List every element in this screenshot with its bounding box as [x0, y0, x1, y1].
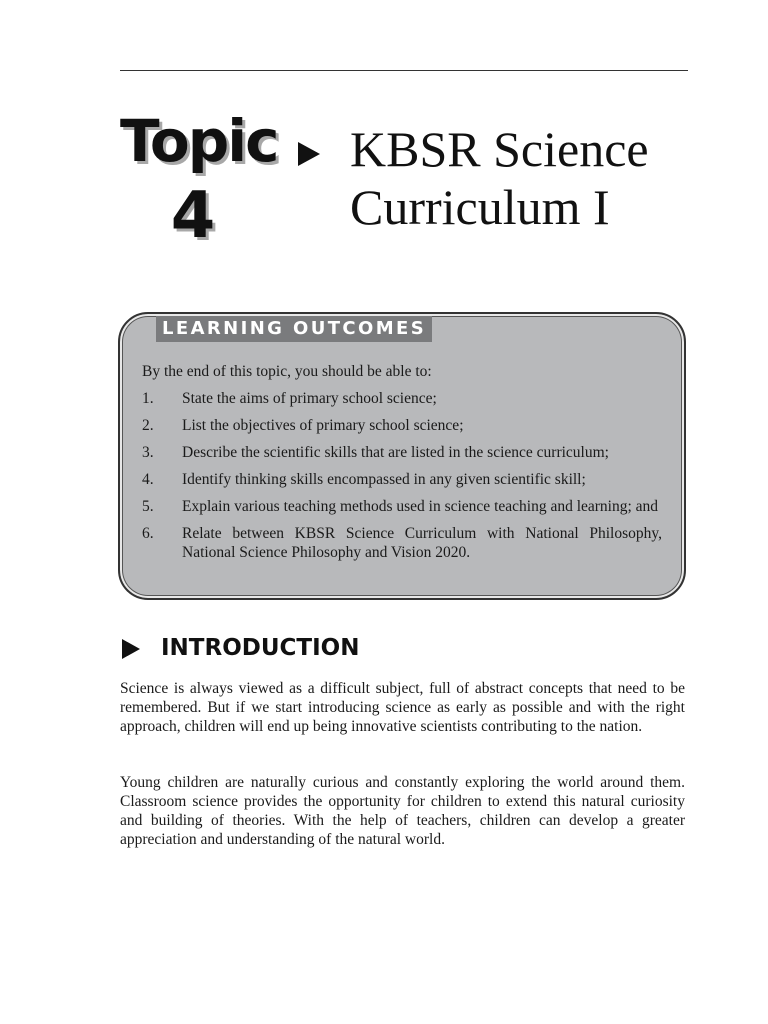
- title-arrow-icon: [298, 142, 320, 166]
- chapter-title: [350, 120, 690, 236]
- chapter-title-line2: Curriculum I: [350, 179, 610, 235]
- outcome-number: 6.: [142, 525, 154, 542]
- outcome-text: Describe the scientific skills that are listed in the science curriculum;: [182, 444, 609, 461]
- learning-outcomes-list: [142, 389, 662, 570]
- outcome-text: Relate between KBSR Science Curriculum with National Philosophy, National Science Philosophy and Vision 2020.: [182, 525, 662, 561]
- outcome-number: 2.: [142, 417, 154, 434]
- outcome-text: Identify thinking skills encompassed in any given scientific skill;: [182, 471, 586, 488]
- topic-label: [120, 107, 278, 253]
- outcome-text: Explain various teaching methods used in science teaching and learning; and: [182, 498, 659, 515]
- outcome-item: [142, 416, 662, 435]
- outcome-item: [142, 470, 662, 489]
- learning-outcomes-heading: LEARNING OUTCOMES: [156, 316, 432, 342]
- section-arrow-icon: [122, 639, 140, 659]
- outcome-number: 5.: [142, 498, 154, 515]
- outcome-number: 1.: [142, 390, 154, 407]
- outcome-item: [142, 524, 662, 562]
- outcome-item: [142, 497, 662, 516]
- topic-word: Topic: [120, 107, 278, 175]
- chapter-title-line1: KBSR Science: [350, 121, 649, 177]
- outcome-item: [142, 443, 662, 462]
- learning-outcomes-intro: By the end of this topic, you should be able to:: [142, 363, 432, 380]
- introduction-paragraph-2: Young children are naturally curious and constantly exploring the world around them. Classroom science provides the opportunity for children to extend this natural curiosity and building of theories. With the help of teachers, children can develop a greater appreciation and understanding of the natural world.: [120, 774, 685, 848]
- introduction-heading: INTRODUCTION: [161, 635, 360, 661]
- outcome-item: [142, 389, 662, 408]
- outcome-number: 3.: [142, 444, 154, 461]
- outcome-text: List the objectives of primary school science;: [182, 417, 464, 434]
- outcome-number: 4.: [142, 471, 154, 488]
- header-rule: [120, 70, 688, 71]
- introduction-paragraph-1: Science is always viewed as a difficult subject, full of abstract concepts that need to be remembered. But if we start introducing science as early as possible and with the right approach, children will end up being innovative scientists contributing to the nation.: [120, 680, 685, 735]
- outcome-text: State the aims of primary school science;: [182, 390, 437, 407]
- topic-number: 4: [170, 179, 214, 253]
